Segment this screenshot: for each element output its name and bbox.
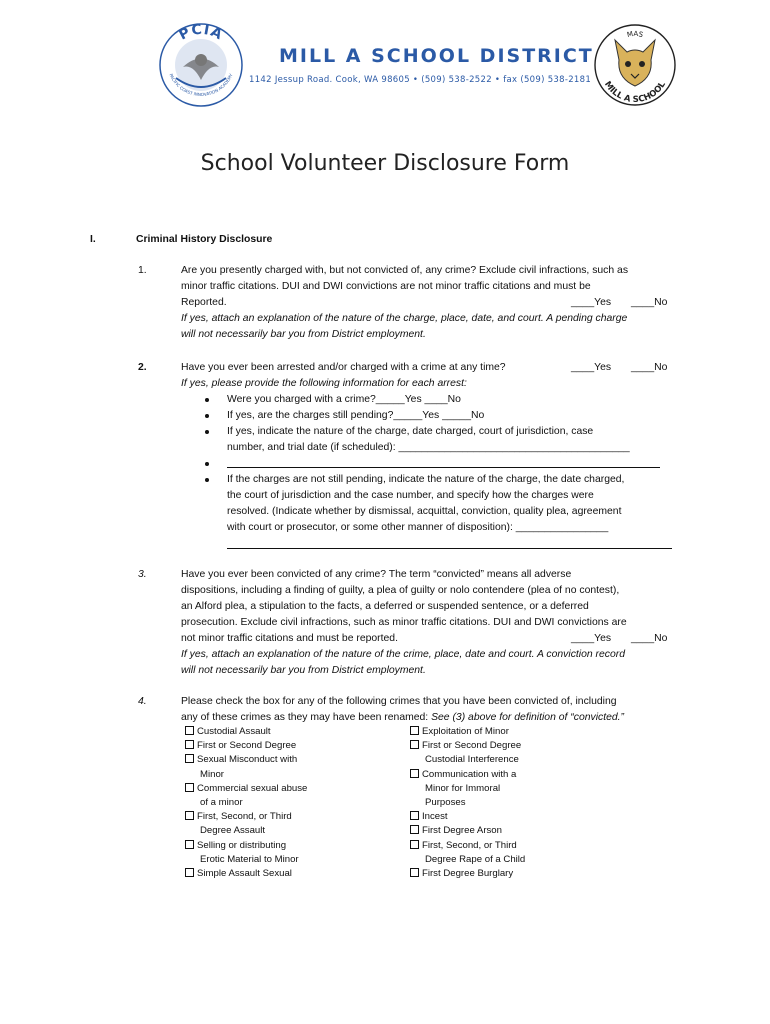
crime-option-label: First or Second Degree — [422, 740, 522, 752]
q1-line: Are you presently charged with, but not convicted of, any crime? Exclude civil infractions, such as — [181, 265, 629, 276]
q2-number: 2. — [138, 362, 147, 373]
q4-line-note: See (3) above for definition of “convicted.” — [431, 712, 625, 723]
crime-option-label: Incest — [422, 811, 448, 823]
q3-line: not minor traffic citations and must be reported. — [181, 633, 398, 644]
section-heading: Criminal History Disclosure — [136, 234, 273, 245]
crime-option — [410, 810, 525, 824]
blank-line[interactable] — [227, 548, 672, 549]
mill-a-school-logo — [593, 20, 677, 110]
crime-option-label: First, Second, or Third — [197, 811, 292, 823]
crime-option — [185, 782, 307, 796]
crime-option-label: Minor for Immoral — [425, 782, 501, 794]
q2-disposition-field[interactable]: with court or prosecutor, or some other manner of disposition): ________________ — [227, 522, 609, 533]
crime-option-continued — [410, 796, 525, 810]
checkbox[interactable] — [410, 840, 419, 849]
checkbox[interactable] — [185, 783, 194, 792]
q2-instruction: If yes, please provide the following information for each arrest: — [181, 378, 467, 389]
checkbox[interactable] — [410, 769, 419, 778]
district-name: MILL A SCHOOL DISTRICT — [279, 45, 594, 67]
crime-option-label: Simple Assault Sexual — [197, 868, 292, 880]
checkbox[interactable] — [410, 726, 419, 735]
checkbox[interactable] — [185, 740, 194, 749]
q2-line: Have you ever been arrested and/or charged with a crime at any time? — [181, 362, 506, 373]
q1-number: 1. — [138, 265, 147, 276]
q3-line: prosecution. Exclude civil infractions, such as minor traffic citations. DUI and DWI convictions are — [181, 617, 627, 628]
checkbox[interactable] — [410, 740, 419, 749]
checkbox[interactable] — [410, 825, 419, 834]
crime-option — [185, 753, 307, 767]
checkbox[interactable] — [185, 840, 194, 849]
crime-option-continued — [185, 796, 307, 810]
q2-bullet-text: resolved. (Indicate whether by dismissal, acquittal, conviction, quality plea, agreement — [227, 506, 622, 517]
crime-option — [410, 839, 525, 853]
bullet — [205, 430, 209, 434]
svg-text:PACIFIC COAST INNOVATION ACADE: PACIFIC COAST INNOVATION ACADEMY — [168, 72, 234, 98]
q2-pending-field[interactable]: If yes, are the charges still pending?_____Yes _____No — [227, 410, 485, 421]
crime-option-label: Sexual Misconduct with — [197, 754, 298, 766]
checkbox[interactable] — [185, 726, 194, 735]
crime-option-continued — [185, 824, 307, 838]
q2-yes-field[interactable]: ____Yes — [571, 362, 612, 373]
crime-checklist-right — [410, 725, 525, 881]
q2-bullet-text: the court of jurisdiction and the case number, and specify how the charges were — [227, 490, 594, 501]
q4-line: Please check the box for any of the following crimes that you have been convicted of, including — [181, 696, 617, 707]
crime-option-label: Minor — [200, 768, 224, 780]
bullet — [205, 414, 209, 418]
bullet — [205, 462, 209, 466]
crime-option-continued — [410, 753, 525, 767]
crime-option-continued — [185, 768, 307, 782]
q3-line: Have you ever been convicted of any crime? The term “convicted” means all adverse — [181, 569, 572, 580]
form-title: School Volunteer Disclosure Form — [200, 151, 570, 176]
q4-line-text: any of these crimes as they may have been renamed: — [181, 712, 432, 723]
svg-text:MAS: MAS — [626, 29, 644, 40]
svg-text:PCIA: PCIA — [176, 21, 226, 44]
crime-option-label: Custodial Assault — [197, 726, 271, 737]
crime-option-label: Exploitation of Minor — [422, 726, 509, 737]
crime-option — [185, 739, 307, 753]
checkbox[interactable] — [410, 868, 419, 877]
crime-option-label: Degree Rape of a Child — [425, 853, 526, 865]
section-number: I. — [90, 234, 96, 245]
bullet — [205, 398, 209, 402]
svg-text:MILL A SCHOOL: MILL A SCHOOL — [602, 79, 668, 106]
q3-note: If yes, attach an explanation of the nature of the crime, place, date and court. A conviction record — [181, 649, 625, 660]
q3-number: 3. — [138, 569, 147, 580]
blank-line[interactable] — [227, 467, 660, 468]
crime-option-continued — [185, 853, 307, 867]
crime-option-continued — [410, 853, 525, 867]
crime-option — [410, 867, 525, 881]
crime-option — [185, 725, 307, 739]
crime-option-label: First or Second Degree — [197, 740, 297, 752]
crime-option-label: Purposes — [425, 797, 466, 809]
pcia-logo — [156, 20, 246, 110]
q2-bullet-text: If yes, indicate the nature of the charge, date charged, court of jurisdiction, case — [227, 426, 594, 437]
checkbox[interactable] — [410, 811, 419, 820]
crime-option-label: Selling or distributing — [197, 839, 287, 851]
crime-option-label: First Degree Arson — [422, 825, 502, 837]
crime-option-label: of a minor — [200, 797, 243, 809]
q3-no-field[interactable]: ____No — [631, 633, 668, 644]
q2-no-field[interactable]: ____No — [631, 362, 668, 373]
q1-note: will not necessarily bar you from District employment. — [181, 329, 426, 340]
q1-line: Reported. — [181, 297, 227, 308]
q4-number: 4. — [138, 696, 147, 707]
checkbox[interactable] — [185, 754, 194, 763]
crime-option — [410, 739, 525, 753]
bullet — [205, 478, 209, 482]
q3-line: an Alford plea, a stipulation to the facts, a deferred or suspended sentence, or a deferred — [181, 601, 589, 612]
checkbox[interactable] — [185, 868, 194, 877]
crime-option-label: Erotic Material to Minor — [200, 853, 299, 865]
q3-yes-field[interactable]: ____Yes — [571, 633, 612, 644]
crime-option — [185, 867, 307, 881]
crime-option-label: Communication with a — [422, 768, 517, 780]
crime-option-label: First, Second, or Third — [422, 839, 517, 851]
crime-option-label: First Degree Burglary — [422, 868, 514, 880]
checkbox[interactable] — [185, 811, 194, 820]
q2-charged-field[interactable]: Were you charged with a crime?_____Yes ____No — [227, 394, 461, 405]
q1-note: If yes, attach an explanation of the nature of the charge, place, date, and court. A pending charge — [181, 313, 628, 324]
crime-option-label: Degree Assault — [200, 825, 266, 837]
crime-checklist-left — [185, 725, 307, 881]
crime-option — [185, 839, 307, 853]
district-address: 1142 Jessup Road. Cook, WA 98605 • (509) 538-2522 • fax (509) 538-2181 — [249, 75, 592, 85]
crime-option — [410, 824, 525, 838]
q3-note: will not necessarily bar you from District employment. — [181, 665, 426, 676]
q1-yes-field[interactable]: ____Yes — [571, 297, 612, 308]
crime-option-label: Custodial Interference — [425, 754, 519, 766]
crime-option — [410, 725, 525, 739]
q2-bullet-text: If the charges are not still pending, indicate the nature of the charge, the date charged, — [227, 474, 625, 485]
q4-line — [181, 710, 624, 726]
q2-trial-date-field[interactable]: number, and trial date (if scheduled): ________________________________________ — [227, 442, 630, 453]
crime-option — [410, 768, 525, 782]
q1-no-field[interactable]: ____No — [631, 297, 668, 308]
q3-line: dispositions, including a finding of guilty, a plea of guilty or nolo contendere (plea of no contest), — [181, 585, 620, 596]
crime-option-continued — [410, 782, 525, 796]
crime-option — [185, 810, 307, 824]
crime-option-label: Commercial sexual abuse — [197, 782, 308, 794]
q1-line: minor traffic citations. DUI and DWI convictions are not minor traffic citations and must be — [181, 281, 591, 292]
